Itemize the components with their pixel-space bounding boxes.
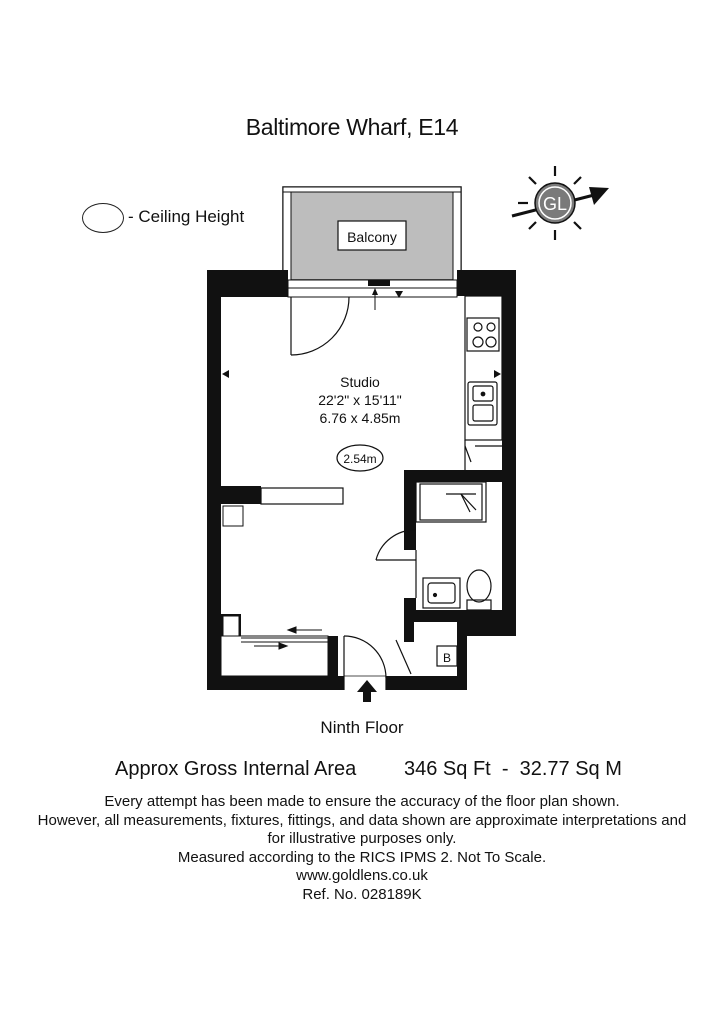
studio-dimensions-imperial: 22'2" x 15'11" [318,392,402,408]
studio-label [318,374,402,426]
compass-icon [512,166,609,240]
plan-title: Baltimore Wharf, E14 [245,114,459,140]
studio-dimensions-metric: 6.76 x 4.85m [319,410,401,426]
bathroom [376,482,491,610]
disclaimer-line: for illustrative purposes only. [267,830,457,847]
legend-label: - Ceiling Height [128,207,245,226]
ceiling-height-value: 2.54m [343,452,377,466]
balcony-label: Balcony [347,229,397,245]
compass-label: GL [542,194,568,214]
studio-name: Studio [340,374,380,390]
disclaimer-line: Measured according to the RICS IPMS 2. Not To Scale. [177,848,547,866]
disclaimer-line: However, all measurements, fixtures, fittings, and data shown are approximate interpretations and [37,811,687,829]
entrance-door [344,636,386,690]
disclaimer-line: Every attempt has been made to ensure the accuracy of the floor plan shown. [104,793,620,810]
balcony-window [288,280,457,310]
kitchen [465,296,502,470]
balcony-door [291,297,349,355]
balcony [283,187,461,280]
boiler-label: B [442,651,452,665]
walls [207,270,516,690]
disclaimer [20,793,704,904]
reference-number: Ref. No. 028189K [302,885,422,903]
entrance-arrow-icon [357,680,377,702]
floor-label: Ninth Floor [320,718,404,737]
area-value: 346 Sq Ft - 32.77 Sq M [404,758,622,780]
area-label: Approx Gross Internal Area [115,758,357,780]
wardrobe [241,627,328,649]
website-link[interactable]: www.goldlens.co.uk [296,867,428,884]
